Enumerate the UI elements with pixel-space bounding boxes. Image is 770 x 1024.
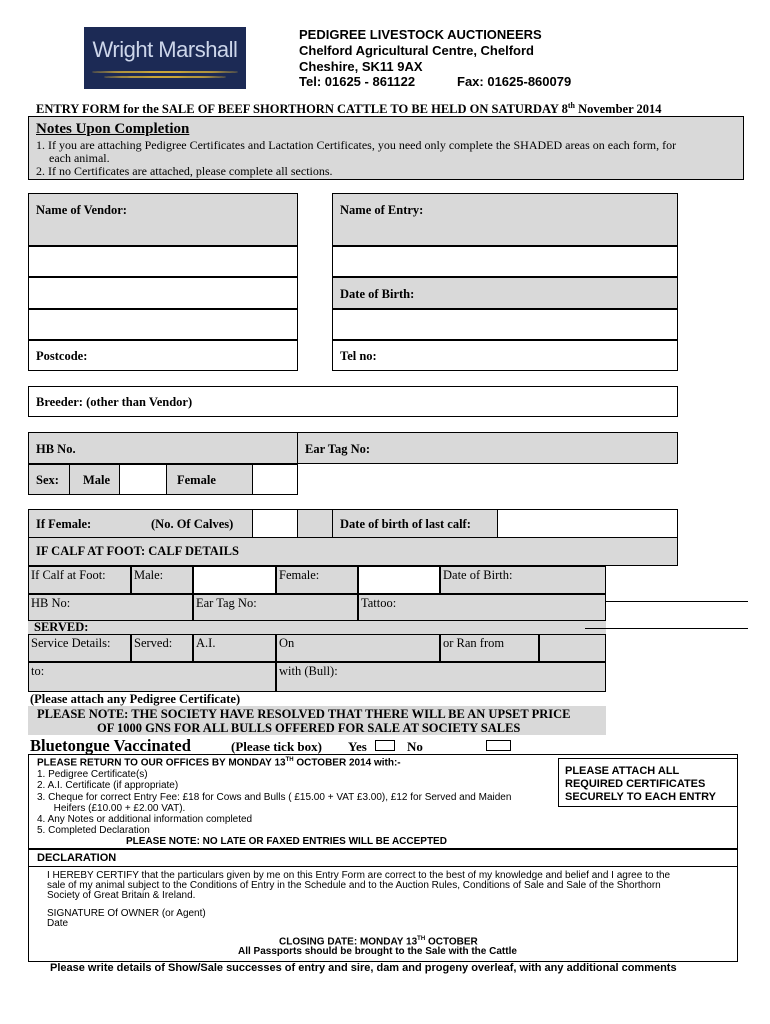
declaration-heading: DECLARATION	[37, 852, 117, 864]
closing-date-text: CLOSING DATE: MONDAY 13	[279, 936, 418, 948]
closing-date-month: OCTOBER	[425, 936, 478, 948]
served-label: Served:	[131, 634, 193, 662]
served-on-field[interactable]: On	[276, 634, 440, 662]
hb-label: HB No.	[36, 442, 76, 456]
no-of-calves-label: (No. Of Calves)	[151, 517, 234, 531]
logo-swoosh	[92, 71, 238, 73]
calf-row-extension	[606, 601, 748, 602]
address-line-2: Cheshire, SK11 9AX	[299, 59, 423, 74]
attach-line-1: PLEASE ATTACH ALL	[565, 765, 680, 777]
signature-label[interactable]: SIGNATURE Of OWNER (or Agent)	[47, 908, 206, 919]
bluetongue-no-checkbox[interactable]	[486, 740, 511, 751]
entry-blank-line-2[interactable]	[332, 309, 678, 340]
bluetongue-no-label: No	[407, 739, 423, 754]
upset-price-line-2: OF 1000 GNS FOR ALL BULLS OFFERED FOR SALE AT SOCIETY SALES	[97, 721, 521, 735]
calf-hb-field[interactable]: HB No:	[28, 594, 193, 621]
fax: Fax: 01625-860079	[457, 74, 572, 89]
closing-date-sup: TH	[417, 936, 426, 942]
return-heading-text: PLEASE RETURN TO OUR OFFICES BY MONDAY 13	[37, 757, 286, 769]
footer-note: Please write details of Show/Sale successes of entry and sire, dam and progeny overleaf, with any additional comments	[50, 962, 677, 974]
attach-line-2: REQUIRED CERTIFICATES	[565, 778, 706, 790]
date-label[interactable]: Date	[47, 918, 69, 929]
return-item: 1. Pedigree Certificate(s)	[37, 769, 148, 780]
logo-text: Wright Marshall	[92, 37, 238, 62]
bluetongue-yes-label: Yes	[348, 739, 367, 754]
served-extension-line	[585, 628, 748, 629]
breeder-label: Breeder: (other than Vendor)	[36, 395, 193, 409]
attach-pedigree-note: (Please attach any Pedigree Certificate)	[30, 692, 241, 706]
male-checkbox[interactable]	[119, 464, 167, 495]
sex-label: Sex:	[36, 473, 59, 487]
return-heading-end: OCTOBER 2014 with:-	[293, 757, 401, 769]
upset-price-line-1: PLEASE NOTE: THE SOCIETY HAVE RESOLVED THAT THERE WILL BE AN UPSET PRICE	[37, 707, 571, 721]
hb-eartag-row	[28, 432, 678, 464]
passports-note: All Passports should be brought to the Sale with the Cattle	[238, 946, 517, 957]
no-late-entries-note: PLEASE NOTE: NO LATE OR FAXED ENTRIES WILL BE ACCEPTED	[126, 836, 447, 847]
note-1-cont: each animal.	[49, 151, 110, 165]
breeder-field[interactable]	[28, 386, 678, 417]
return-item: 3. Cheque for correct Entry Fee: £18 for Cows and Bulls ( £15.00 + VAT £3.00), £12 for Served and Maiden	[37, 792, 512, 803]
calf-dob-field[interactable]: Date of Birth:	[440, 566, 606, 594]
address-line-1: Chelford Agricultural Centre, Chelford	[299, 43, 534, 58]
telephone: Tel: 01625 - 861122	[299, 74, 416, 89]
sex-divider	[69, 464, 70, 495]
company-name: PEDIGREE LIVESTOCK AUCTIONEERS	[299, 27, 542, 42]
ran-to-field[interactable]: to:	[28, 662, 276, 692]
wright-marshall-logo	[84, 27, 246, 89]
last-calf-label: Date of birth of last calf:	[340, 517, 471, 531]
postcode-label: Postcode:	[36, 349, 88, 363]
female-label: Female	[177, 473, 216, 487]
vendor-address-line-2[interactable]	[28, 277, 298, 309]
bull-field[interactable]: with (Bull):	[276, 662, 606, 692]
ai-field[interactable]: A.I.	[193, 634, 276, 662]
form-title-month: November 2014	[574, 102, 662, 117]
calf-female-label: Female:	[276, 566, 358, 594]
form-title-text: ENTRY FORM for the SALE OF BEEF SHORTHORN CATTLE TO BE HELD ON SATURDAY 8	[36, 102, 568, 117]
return-item: 4. Any Notes or additional information completed	[37, 814, 253, 825]
calf-details-heading: IF CALF AT FOOT: CALF DETAILS	[36, 544, 239, 558]
vendor-address-line-3[interactable]	[28, 309, 298, 340]
note-2: 2. If no Certificates are attached, please complete all sections.	[36, 164, 333, 178]
ear-tag-label: Ear Tag No:	[305, 442, 371, 456]
form-title-sup: th	[567, 101, 575, 110]
declaration-box	[28, 867, 738, 962]
return-heading-sup: TH	[285, 757, 294, 763]
calf-male-input[interactable]	[193, 566, 276, 594]
served-heading: SERVED:	[34, 620, 89, 634]
declaration-text-2: sale of my animal subject to the Conditions of Entry in the Schedule and to the Auction Rules, Conditions of Sale and Sale of the Shorthorn	[47, 880, 661, 891]
service-details-label: Service Details:	[28, 634, 131, 662]
declaration-text-3: Society of Great Britain & Ireland.	[47, 890, 196, 901]
female-row-divider	[332, 509, 333, 538]
bluetongue-yes-checkbox[interactable]	[375, 740, 395, 751]
entry-name-field[interactable]	[332, 193, 678, 246]
vendor-name-field[interactable]	[28, 193, 298, 246]
date-of-birth-field[interactable]	[332, 277, 678, 309]
tel-field[interactable]	[332, 340, 678, 371]
female-checkbox[interactable]	[252, 464, 298, 495]
calf-female-input[interactable]	[358, 566, 440, 594]
dob-label: Date of Birth:	[340, 287, 415, 301]
return-item: 2. A.I. Certificate (if appropriate)	[37, 780, 179, 791]
return-item: 5. Completed Declaration	[37, 825, 150, 836]
served-heading-strip	[28, 621, 606, 634]
hb-divider	[297, 432, 298, 464]
bluetongue-title: Bluetongue Vaccinated	[30, 736, 191, 755]
attach-certificates-box	[558, 758, 738, 807]
bluetongue-instruction: (Please tick box)	[231, 739, 322, 754]
declaration-heading-box	[28, 849, 738, 867]
tel-label: Tel no:	[340, 349, 377, 363]
note-1: 1. If you are attaching Pedigree Certificates and Lactation Certificates, you need only complete the SHADED areas on each form, for	[36, 138, 677, 152]
entry-blank-line[interactable]	[332, 246, 678, 277]
if-female-label: If Female:	[36, 517, 92, 531]
ran-from-input[interactable]	[539, 634, 606, 662]
no-of-calves-input[interactable]	[252, 509, 298, 538]
vendor-label: Name of Vendor:	[36, 203, 127, 217]
declaration-text-1: I HEREBY CERTIFY that the particulars given by me on this Entry Form are correct to the best of my knowledge and belief and I agree to the	[47, 870, 671, 881]
calf-tattoo-field[interactable]: Tattoo:	[358, 594, 606, 621]
calf-at-foot-label: If Calf at Foot:	[28, 566, 131, 594]
return-heading	[37, 757, 401, 768]
ran-from-label: or Ran from	[440, 634, 539, 662]
notes-box	[28, 116, 744, 180]
attach-line-3: SECURELY TO EACH ENTRY	[565, 791, 716, 803]
return-item: Heifers (£10.00 + £2.00 VAT).	[37, 803, 186, 814]
entry-label: Name of Entry:	[340, 203, 424, 217]
postcode-field[interactable]	[28, 340, 298, 371]
calf-ear-tag-field[interactable]: Ear Tag No:	[193, 594, 358, 621]
vendor-address-line-1[interactable]	[28, 246, 298, 277]
notes-heading: Notes Upon Completion	[36, 121, 190, 137]
form-title	[36, 101, 662, 117]
last-calf-date-input[interactable]	[497, 509, 678, 538]
male-label: Male	[83, 473, 111, 487]
calf-male-label: Male:	[131, 566, 193, 594]
logo-swoosh-2	[104, 76, 226, 78]
